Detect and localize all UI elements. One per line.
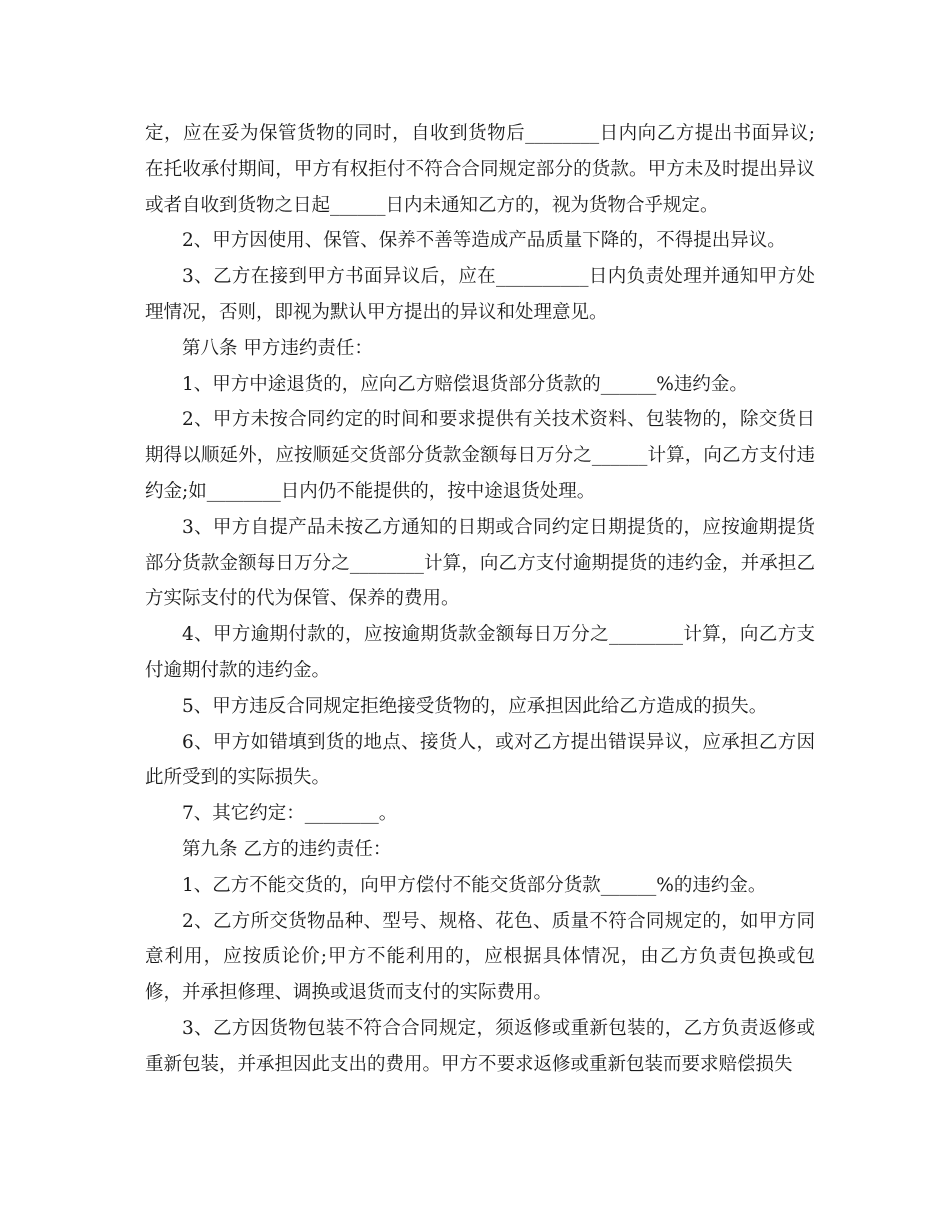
paragraph-clause-9-2: 2、乙方所交货物品种、型号、规格、花色、质量不符合同规定的，如甲方同意利用，应按质论价;甲方不能利用的，应根据具体情况，由乙方负责包换或包修，并承担修理、调换或退货而支付的实际费用。 xyxy=(145,910,815,1004)
paragraph-clause-8-7: 7、其它约定：________。 xyxy=(182,803,398,825)
paragraph-clause-8-4: 4、甲方逾期付款的，应按逾期货款金额每日万分之________计算，向乙方支付逾期付款的违约金。 xyxy=(145,624,815,681)
paragraph-continuation: 定，应在妥为保管货物的同时，自收到货物后________日内向乙方提出书面异议;在托收承付期间，甲方有权拒付不符合合同规定部分的货款。甲方未及时提出异议或者自收到货物之日起______日内未通知乙方的，视为货物合乎规定。 xyxy=(145,123,815,216)
paragraph-clause-8-3: 3、甲方自提产品未按乙方通知的日期或合同约定日期提货的，应按逾期提货部分货款金额每日万分之________计算，向乙方支付逾期提货的违约金，并承担乙方实际支付的代为保管、保养的费用。 xyxy=(145,516,815,610)
paragraph-clause-8-6: 6、甲方如错填到货的地点、接货人，或对乙方提出错误异议，应承担乙方因此所受到的实际损失。 xyxy=(145,731,815,789)
article-9-heading: 第九条 乙方的违约责任： xyxy=(182,838,392,860)
paragraph-clause-8-2: 2、甲方未按合同约定的时间和要求提供有关技术资料、包装物的，除交货日期得以顺延外，应按顺延交货部分货款金额每日万分之______计算，向乙方支付违约金;如________日内仍不能提供的，按中途退货处理。 xyxy=(145,409,815,502)
paragraph-clause-7-2: 2、甲方因使用、保管、保养不善等造成产品质量下降的，不得提出异议。 xyxy=(182,230,786,252)
paragraph-clause-8-5: 5、甲方违反合同规定拒绝接受货物的，应承担因此给乙方造成的损失。 xyxy=(182,695,768,717)
paragraph-clause-8-1: 1、甲方中途退货的，应向乙方赔偿退货部分货款的______%违约金。 xyxy=(182,373,748,395)
paragraph-clause-9-3: 3、乙方因货物包装不符合合同规定，须返修或重新包装的，乙方负责返修或重新包装，并承担因此支出的费用。甲方不要求返修或重新包装而要求赔偿损失 xyxy=(145,1017,815,1075)
document-body xyxy=(145,116,815,1083)
paragraph-clause-7-3: 3、乙方在接到甲方书面异议后，应在__________日内负责处理并通知甲方处理情况，否则，即视为默认甲方提出的异议和处理意见。 xyxy=(145,266,815,323)
paragraph-clause-9-1: 1、乙方不能交货的，向甲方偿付不能交货部分货款______%的违约金。 xyxy=(182,874,767,896)
article-8-heading: 第八条 甲方违约责任： xyxy=(182,337,373,359)
